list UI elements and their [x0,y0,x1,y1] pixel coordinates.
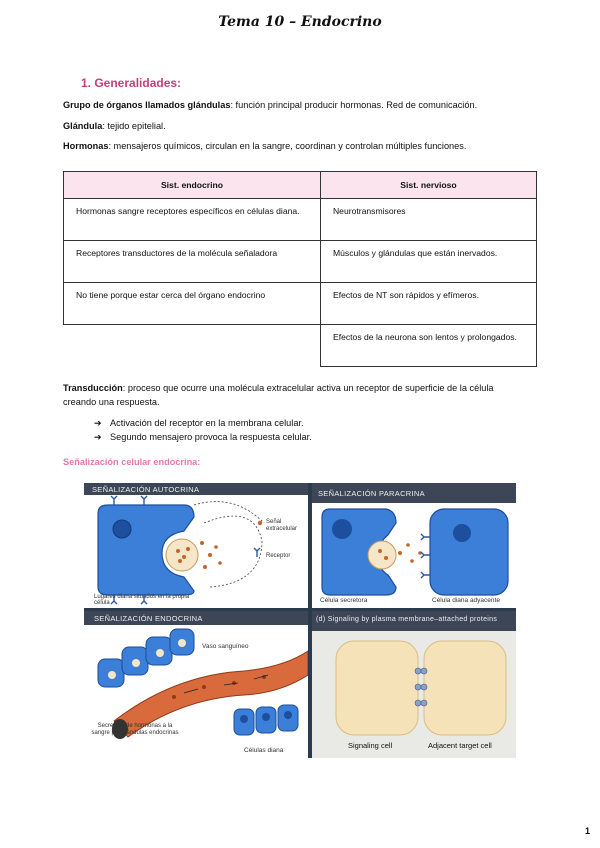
table-row [64,325,537,367]
signaling-figure [84,483,516,758]
list-item: ➔ Activación del receptor en la membrana celular. [94,418,304,428]
caption-secretion: Secreción de hormonas a la sangre por glándulas endocrinas [91,723,179,736]
table-row [64,283,537,325]
legend-signal: Señal extracelular [266,519,298,532]
paragraph-transduccion-cont: creando una respuesta. [63,397,160,407]
page-title: Tema 10 – Endocrino [218,14,382,30]
table-header: Sist. nervioso [320,172,536,199]
table-cell: Efectos de NT son rápidos y efímeros. [320,283,536,325]
panel-membrane-attached [312,611,516,758]
panel-label: (d) Signaling by plasma membrane–attached proteins [316,616,498,623]
caption-signaling-cell: Signaling cell [348,741,393,750]
table-cell: Músculos y glándulas que están inervados. [320,241,536,283]
caption-adjacent-cell: Adjacent target cell [428,741,492,750]
section-heading-senalizacion: Señalización celular endocrina: [63,457,201,467]
table-cell: No tiene porque estar cerca del órgano endocrino [64,283,321,325]
panel-label: SEÑALIZACIÓN PARACRINA [318,489,425,498]
arrow-right-icon: ➔ [94,432,102,442]
autocrine-cell-illustration [84,483,308,608]
paragraph-glandulas: Grupo de órganos llamados glándulas: función principal producir hormonas. Red de comunicación. [63,100,478,110]
comparison-table [63,171,537,367]
table-cell: Neurotransmisores [320,199,536,241]
table-header-row [64,172,537,199]
table-row [64,199,537,241]
legend-receptor: Receptor [266,553,291,559]
caption-secreting-cell: Célula secretora [320,597,368,604]
table-row [64,241,537,283]
section-heading-generalidades: 1. Generalidades: [81,76,182,90]
panel-autocrine [84,483,308,608]
panel-label: SEÑALIZACIÓN AUTOCRINA [92,485,200,494]
paragraph-transduccion: Transducción: proceso que ocurre una molécula extracelular activa un receptor de superficie de la célula [63,383,494,393]
caption-target-cells: Células diana [244,747,284,754]
paragraph-glandula: Glándula: tejido epitelial. [63,121,166,131]
label-blood-vessel: Vaso sanguíneo [202,643,249,650]
panel-endocrine [84,611,308,758]
caption-target-cell: Célula diana adyacente [432,597,500,604]
panel-label: SEÑALIZACIÓN ENDOCRINA [94,614,203,623]
page-number: 1 [584,826,590,836]
table-cell: Efectos de la neurona son lentos y prolongados. [320,325,536,367]
table-cell: Receptores transductores de la molécula señaladora [64,241,321,283]
table-header: Sist. endocrino [64,172,321,199]
table-cell: Hormonas sangre receptores específicos en células diana. [64,199,321,241]
membrane-illustration [312,611,516,758]
paracrine-cell-illustration [312,483,516,608]
list-item: ➔ Segundo mensajero provoca la respuesta celular. [94,432,312,442]
table-cell [64,325,321,367]
arrow-right-icon: ➔ [94,418,102,428]
panel-paracrine [312,483,516,608]
paragraph-hormonas: Hormonas: mensajeros químicos, circulan en la sangre, coordinan y controlan múltiples funciones. [63,141,467,151]
caption-autocrine: Lugares diana situados en la propia célula [94,594,190,606]
